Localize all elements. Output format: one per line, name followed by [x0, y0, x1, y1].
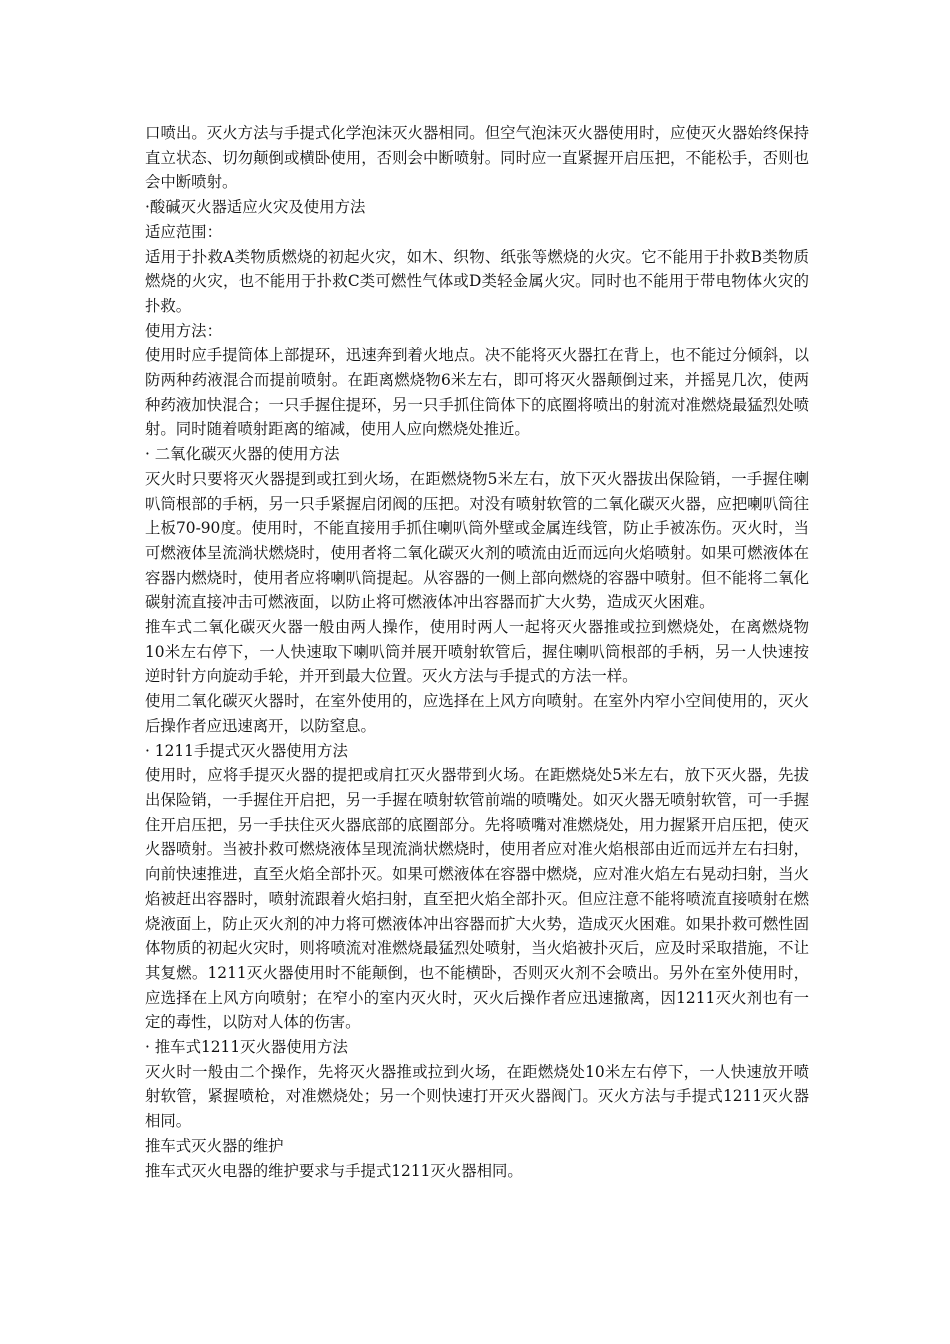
paragraph-acid-alkali-scope: 适用于扑救A类物质燃烧的初起火灾，如木、织物、纸张等燃烧的火灾。它不能用于扑救B类物质燃烧的火灾，也不能用于扑救C类可燃性气体或D类轻金属火灾。同时也不能用于带电物体火灾的扑救。 — [145, 247, 809, 315]
label-usage: 使用方法： — [145, 321, 222, 340]
paragraph-foam-continuation: 口喷出。灭火方法与手提式化学泡沫灭火器相同。但空气泡沫灭火器使用时，应使灭火器始终保持直立状态、切勿颠倒或横卧使用，否则会中断喷射。同时应一直紧握开启压把，不能松手，否则也会中断喷射。 — [145, 124, 809, 192]
paragraph-acid-alkali-usage: 使用时应手提筒体上部提环，迅速奔到着火地点。决不能将灭火器扛在背上，也不能过分倾斜，以防两种药液混合而提前喷射。在距离燃烧物6米左右，即可将灭火器颠倒过来，并摇晃几次，使两种药液加快混合；一只手握住提环，另一只手抓住筒体下的底圈将喷出的射流对准燃烧最猛烈处喷射。同时随着喷射距离的缩减，使用人应向燃烧处推近。 — [145, 346, 809, 439]
paragraph-co2-caution: 使用二氧化碳灭火器时，在室外使用的，应选择在上风方向喷射。在室外内窄小空间使用的，灭火后操作者应迅速离开，以防窒息。 — [145, 692, 809, 735]
paragraph-cart-maintenance: 推车式灭火电器的维护要求与手提式1211灭火器相同。 — [145, 1161, 523, 1180]
paragraph-co2-cart: 推车式二氧化碳灭火器一般由两人操作，使用时两人一起将灭火器推或拉到燃烧处，在离燃烧物10米左右停下，一人快速取下喇叭筒并展开喷射软管后，握住喇叭筒根部的手柄，另一人快速按逆时针方向旋动手轮，并开到最大位置。灭火方法与手提式的方法一样。 — [145, 618, 809, 686]
paragraph-co2-usage: 灭火时只要将灭火器提到或扛到火场，在距燃烧物5米左右，放下灭火器拔出保险销，一手握住喇叭筒根部的手柄，另一只手紧握启闭阀的压把。对没有喷射软管的二氧化碳灭火器，应把喇叭筒往上板70-90度。使用时，不能直接用手抓住喇叭筒外壁或金属连线管，防止手被冻伤。灭火时，当可燃液体呈流淌状燃烧时，使用者将二氧化碳灭火剂的喷流由近而远向火焰喷射。如果可燃液体在容器内燃烧时，使用者应将喇叭筒提起。从容器的一侧上部向燃烧的容器中喷射。但不能将二氧化碳射流直接冲击可燃液面，以防止将可燃液体冲出容器而扩大火势，造成灭火困难。 — [145, 469, 809, 612]
heading-co2-extinguisher: · 二氧化碳灭火器的使用方法 — [145, 445, 340, 464]
paragraph-1211-handheld-usage: 使用时，应将手提灭火器的提把或肩扛灭火器带到火场。在距燃烧处5米左右，放下灭火器，先拔出保险销，一手握住开启把，另一手握在喷射软管前端的喷嘴处。如灭火器无喷射软管，可一手握住开启压把，另一手扶住灭火器底部的底圈部分。先将喷嘴对准燃烧处，用力握紧开启压把，使灭火器喷射。当被扑救可燃烧液体呈现流淌状燃烧时，使用者应对准火焰根部由近而远并左右扫射，向前快速推进，直至火焰全部扑灭。如果可燃液体在容器中燃烧，应对准火焰左右晃动扫射，当火焰被赶出容器时，喷射流跟着火焰扫射，直至把火焰全部扑灭。但应注意不能将喷流直接喷射在燃烧液面上，防止灭火剂的冲力将可燃液体冲出容器而扩大火势，造成灭火困难。如果扑救可燃性固体物质的初起火灾时，则将喷流对准燃烧最猛烈处喷射，当火焰被扑灭后，应及时采取措施，不让其复燃。1211灭火器使用时不能颠倒，也不能横卧，否则灭火剂不会喷出。另外在室外使用时，应选择在上风方向喷射；在窄小的室内灭火时，灭火后操作者应迅速撤离，因1211灭火剂也有一定的毒性，以防对人体的伤害。 — [145, 766, 809, 1032]
heading-1211-handheld: · 1211手提式灭火器使用方法 — [145, 741, 348, 760]
label-scope: 适应范围： — [145, 222, 222, 241]
paragraph-1211-cart-usage: 灭火时一般由二个操作，先将灭火器推或拉到火场，在距燃烧处10米左右停下，一人快速放开喷射软管，紧握喷枪，对准燃烧处；另一个则快速打开灭火器阀门。灭火方法与手提式1211灭火器相同。 — [145, 1062, 809, 1131]
heading-cart-maintenance: 推车式灭火器的维护 — [145, 1136, 284, 1155]
heading-acid-alkali-extinguisher: ·酸碱灭火器适应火灾及使用方法 — [145, 198, 366, 217]
heading-1211-cart: · 推车式1211灭火器使用方法 — [145, 1038, 348, 1057]
document-body — [145, 121, 809, 1183]
